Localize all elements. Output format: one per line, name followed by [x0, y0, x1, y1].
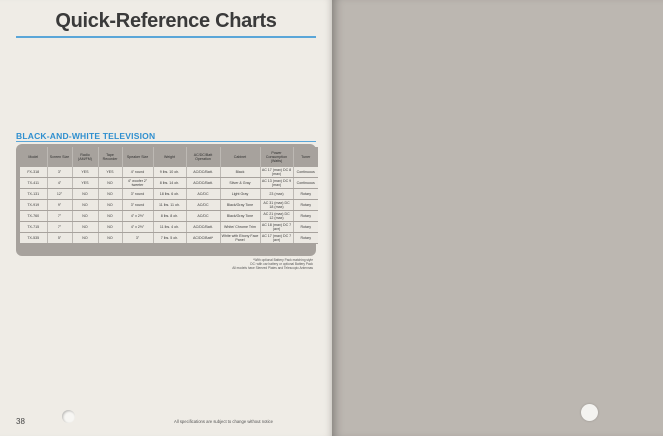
cell-power: AC 21 (max) DC 12 (max)	[260, 211, 293, 222]
cell-model: TX-760	[20, 211, 47, 222]
cell-weight: 11 lbs. 11 oh.	[153, 200, 186, 211]
cell-speaker-size: 3"	[122, 233, 153, 244]
table-row	[20, 167, 318, 178]
table-footnotes	[150, 258, 313, 270]
cell-tuner: Rotary	[293, 189, 318, 200]
table-row	[20, 233, 318, 244]
cell-cabinet: White with Ebony Face Panel	[221, 234, 259, 242]
column-header-radio: Radio (AM/FM)	[72, 147, 98, 167]
cell-radio: NO	[72, 211, 98, 222]
cell-radio: YES	[72, 178, 98, 189]
cell-tuner: Rotary	[293, 222, 318, 233]
cell-operation: AC/DC	[186, 200, 220, 211]
cell-cabinet: Black/Gray Tone	[220, 200, 260, 211]
right-page	[332, 0, 663, 436]
page-number: 38	[16, 417, 25, 426]
cell-operation: AC/DC/Batt*	[186, 233, 220, 244]
cell-screen-size: 7"	[47, 211, 72, 222]
column-header-cabinet: Cabinet	[220, 147, 260, 167]
cell-cabinet: Black	[220, 167, 260, 178]
cell-tuner: Continuous	[293, 167, 318, 178]
binder-hole	[62, 410, 75, 423]
table-row	[20, 178, 318, 189]
cell-speaker-size: 4" round	[122, 167, 153, 178]
cell-model: TX-715	[20, 222, 47, 233]
cell-power: AC 18 (max) DC 7 (avr)	[261, 223, 292, 231]
cell-cabinet: Silver & Gray	[220, 178, 260, 189]
cell-tape-recorder: NO	[98, 189, 122, 200]
cell-radio: NO	[72, 222, 98, 233]
section-heading: BLACK-AND-WHITE TELEVISION	[16, 131, 156, 141]
cell-operation: AC/DC/Batt.	[186, 178, 220, 189]
cell-screen-size: 4"	[47, 178, 72, 189]
column-header-speaker-size: Speaker Size	[122, 147, 153, 167]
cell-power: 23 (max)	[260, 189, 293, 200]
cell-speaker-size: 4" woofer 2" tweeter	[122, 178, 153, 189]
cell-tuner: Rotary	[293, 200, 318, 211]
column-header-model: Model	[20, 147, 47, 167]
cell-speaker-size: 3" round	[122, 189, 153, 200]
cell-radio: NO	[72, 200, 98, 211]
cell-speaker-size: 3" round	[122, 200, 153, 211]
cell-tape-recorder: NO	[98, 178, 122, 189]
footer-note: All specifications are subject to change without notice	[174, 419, 273, 424]
cell-screen-size: 5"	[47, 233, 72, 244]
footnote: *With optional Battery Pack matching style	[253, 258, 313, 262]
cell-operation: AC/DC/Batt.	[186, 222, 220, 233]
spec-table	[20, 147, 318, 244]
cell-cabinet: Light Gray	[220, 189, 260, 200]
cell-weight: 9 lbs. 10 oh.	[153, 167, 186, 178]
cell-model: TX-919	[20, 200, 47, 211]
cell-tuner: Rotary	[293, 233, 318, 244]
cell-operation: AC/DC	[186, 211, 220, 222]
table-row	[20, 211, 318, 222]
column-header-tape-recorder: Tape Recorder	[98, 147, 122, 167]
page-title: Quick-Reference Charts	[55, 10, 277, 32]
table-body	[20, 167, 318, 244]
footnote: DC: with car battery or optional Battery Pack	[250, 262, 313, 266]
table-header-row	[20, 147, 318, 167]
cell-screen-size: 7"	[47, 222, 72, 233]
cell-tape-recorder: NO	[98, 200, 122, 211]
cell-radio: YES	[72, 167, 98, 178]
cell-cabinet: Black/Gray Tone	[220, 211, 260, 222]
cell-cabinet: White/ Chrome Trim	[220, 222, 260, 233]
cell-power: AC 17 (max) DC 8 (max)	[261, 168, 292, 176]
cell-tuner: Rotary	[293, 211, 318, 222]
cell-operation: AC/DC/Batt.	[186, 167, 220, 178]
section-divider	[16, 141, 316, 142]
binder-hole	[581, 404, 598, 421]
cell-screen-size: 3"	[47, 167, 72, 178]
cell-power: AC 17 (max) DC 7 (avr)	[261, 234, 292, 242]
cell-weight: 18 lbs. 6 oh.	[153, 189, 186, 200]
cell-tuner: Continuous	[293, 178, 318, 189]
cell-model: TX-535	[20, 233, 47, 244]
footnote: All models have Sleeved Plates and Telescopic Antennas	[232, 266, 313, 270]
cell-weight: 11 lbs. 4 oh.	[153, 222, 186, 233]
cell-tape-recorder: NO	[98, 211, 122, 222]
cell-tape-recorder: NO	[98, 222, 122, 233]
title-divider	[16, 36, 316, 38]
cell-power: AC 31 (max) DC 18 (max)	[260, 200, 293, 211]
table-row	[20, 200, 318, 211]
column-header-operation: AC/DC/Batt Operation	[186, 147, 220, 167]
column-header-screen-size: Screen Size	[47, 147, 72, 167]
cell-weight: 8 lbs. 8 oh.	[153, 211, 186, 222]
cell-model: TX-131	[20, 189, 47, 200]
spec-table-panel	[16, 144, 316, 256]
cell-radio: NO	[72, 189, 98, 200]
cell-model: TX-411	[20, 178, 47, 189]
cell-screen-size: 12"	[47, 189, 72, 200]
cell-weight: 7 lbs. 5 oh.	[153, 233, 186, 244]
cell-tape-recorder: YES	[98, 167, 122, 178]
cell-operation: AC/DC	[186, 189, 220, 200]
table-row	[20, 189, 318, 200]
cell-speaker-size: 4" x 2½"	[122, 222, 153, 233]
cell-model: FX-318	[20, 167, 47, 178]
cell-tape-recorder: NO	[98, 233, 122, 244]
table-row	[20, 222, 318, 233]
cell-speaker-size: 4" x 2½"	[122, 211, 153, 222]
column-header-weight: Weight	[153, 147, 186, 167]
column-header-power: Power Consumption (Watts)	[260, 147, 293, 167]
cell-weight: 8 lbs. 14 oh.	[153, 178, 186, 189]
cell-power: AC 13 (max) DC 9 (max)	[261, 179, 292, 187]
cell-screen-size: 9"	[47, 200, 72, 211]
cell-radio: NO	[72, 233, 98, 244]
column-header-tuner: Tuner	[293, 147, 318, 167]
